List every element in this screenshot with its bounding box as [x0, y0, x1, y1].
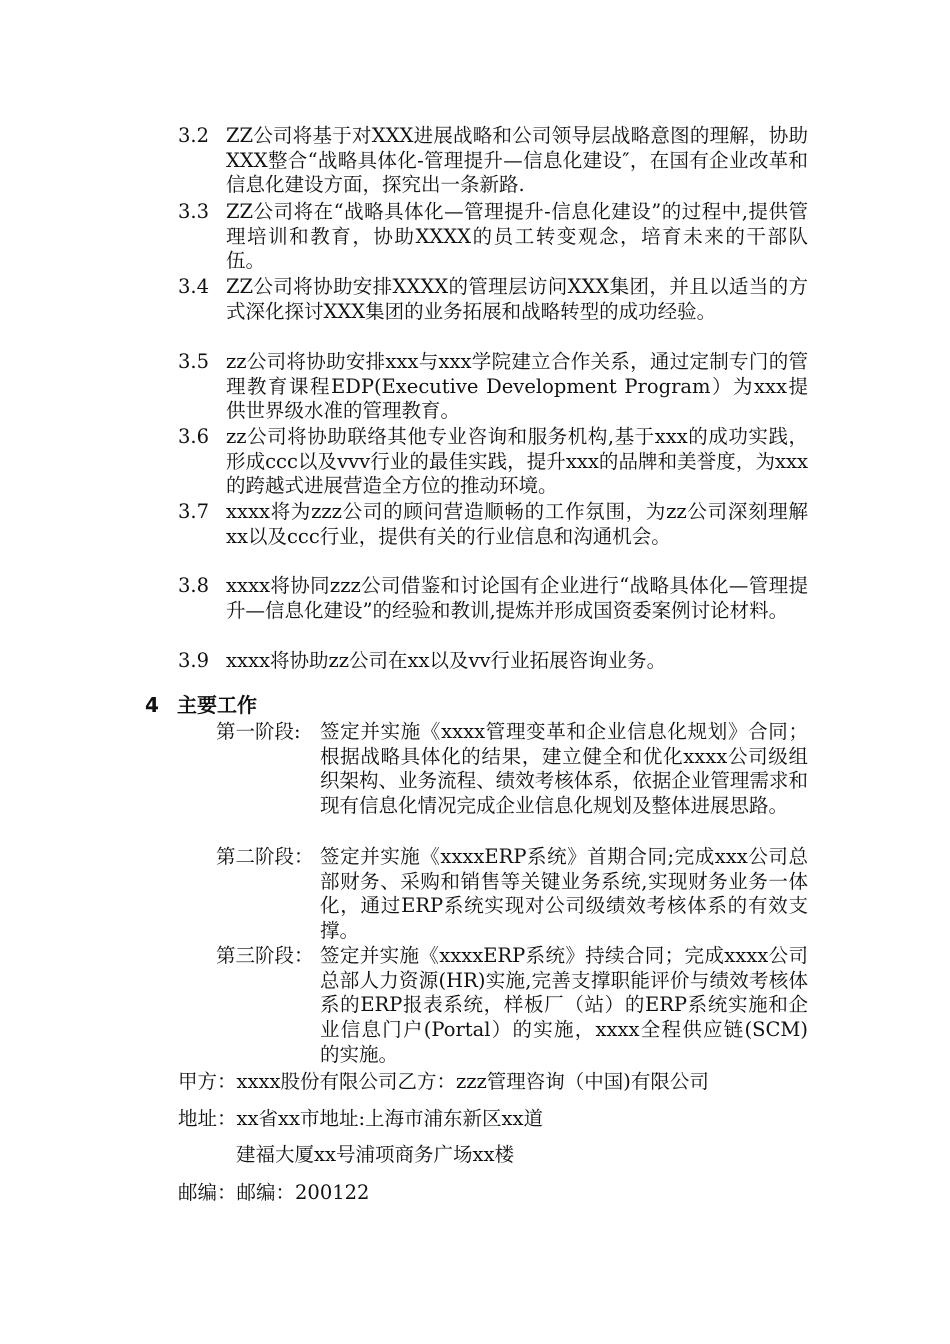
address-line: 地址：xx省xx市地址:上海市浦东新区xx道: [178, 1107, 544, 1130]
section-number: 4: [145, 693, 159, 717]
clause-number: 3.8: [178, 574, 210, 597]
parties-line: 甲方：xxxx股份有限公司乙方：zzz管理咨询（中国)有限公司: [178, 1070, 709, 1093]
clause-number: 3.9: [178, 649, 210, 672]
clause-text: ZZ公司将在“战略具体化—管理提升-信息化建设”的过程中,提供管理培训和教育，协助XXXX的员工转变观念，培育未来的干部队伍。: [226, 200, 808, 273]
clause-3-9: [178, 649, 808, 674]
stage-label: 第一阶段:: [216, 720, 301, 743]
section-heading: [145, 692, 257, 718]
clause-number: 3.2: [178, 124, 210, 147]
clause-text: ZZ公司将基于对XXX进展战略和公司领导层战略意图的理解，协助XXX整合“战略具体化-管理提升—信息化建设″，在国有企业改革和信息化建设方面，探究出一条新路.: [226, 124, 808, 197]
postcode-line: 邮编：邮编：200122: [178, 1181, 370, 1204]
clause-number: 3.6: [178, 425, 210, 448]
clause-text: ZZ公司将协助安排XXXX的管理层访问XXX集团，并且以适当的方式深化探讨XXX集团的业务拓展和战略转型的成功经验。: [226, 275, 808, 323]
clause-number: 3.5: [178, 350, 210, 373]
clause-3-6: [178, 425, 808, 499]
stage-one: [216, 720, 808, 819]
address-line-2: 建福大厦xx号浦项商务广场xx楼: [236, 1143, 514, 1166]
clause-text: zz公司将协助安排xxx与xxx学院建立合作关系，通过定制专门的管理教育课程EDP(Executive Development Program）为xxx提供世界级水准的管理教育。: [226, 350, 808, 423]
clause-number: 3.4: [178, 275, 210, 298]
clause-text: xxxx将协助zz公司在xx以及vv行业拓展咨询业务。: [226, 649, 667, 672]
stage-text: 签定并实施《xxxx管理变革和企业信息化规划》合同；根据战略具体化的结果，建立健全和优化xxxx公司级组织架构、业务流程、绩效考核体系，依据企业管理需求和现有信息化情况完成企业信息化规划及整体进展思路。: [320, 720, 808, 818]
stage-label: 第三阶段：: [216, 944, 314, 967]
clause-number: 3.3: [178, 200, 210, 223]
clause-3-4: [178, 275, 808, 324]
clause-number: 3.7: [178, 500, 210, 523]
stage-text: 签定并实施《xxxxERP系统》持续合同；完成xxxx公司总部人力资源(HR)实施,完善支撑职能评价与绩效考核体系的ERP报表系统，样板厂（站）的ERP系统实施和企业信息门户(Portal）的实施，xxxx全程供应链(SCM) 的实施。: [320, 944, 808, 1066]
clause-text: zz公司将协助联络其他专业咨询和服务机构,基于xxx的成功实践，形成ccc以及vvv行业的最佳实践，提升xxx的品牌和美誉度，为xxx的跨越式进展营造全方位的推动环境。: [226, 425, 808, 498]
stage-three: [216, 944, 808, 1068]
stage-text: 签定并实施《xxxxERP系统》首期合同;完成xxx公司总部财务、采购和销售等关键业务系统,实现财务业务一体化，通过ERP系统实现对公司级绩效考核体系的有效支撑。: [320, 845, 808, 943]
stage-label: 第二阶段：: [216, 845, 314, 868]
stage-two: [216, 845, 808, 944]
clause-text: xxxx将为zzz公司的顾问营造顺畅的工作氛围，为zz公司深刻理解xx以及ccc行业，提供有关的行业信息和沟通机会。: [226, 500, 808, 548]
clause-3-8: [178, 574, 808, 623]
clause-3-3: [178, 200, 808, 274]
clause-3-7: [178, 500, 808, 549]
clause-3-2: [178, 124, 808, 198]
section-title: 主要工作: [177, 693, 257, 717]
clause-text: xxxx将协同zzz公司借鉴和讨论国有企业进行“战略具体化—管理提升—信息化建设”的经验和教训,提炼并形成国资委案例讨论材料。: [226, 574, 808, 622]
clause-3-5: [178, 350, 808, 424]
